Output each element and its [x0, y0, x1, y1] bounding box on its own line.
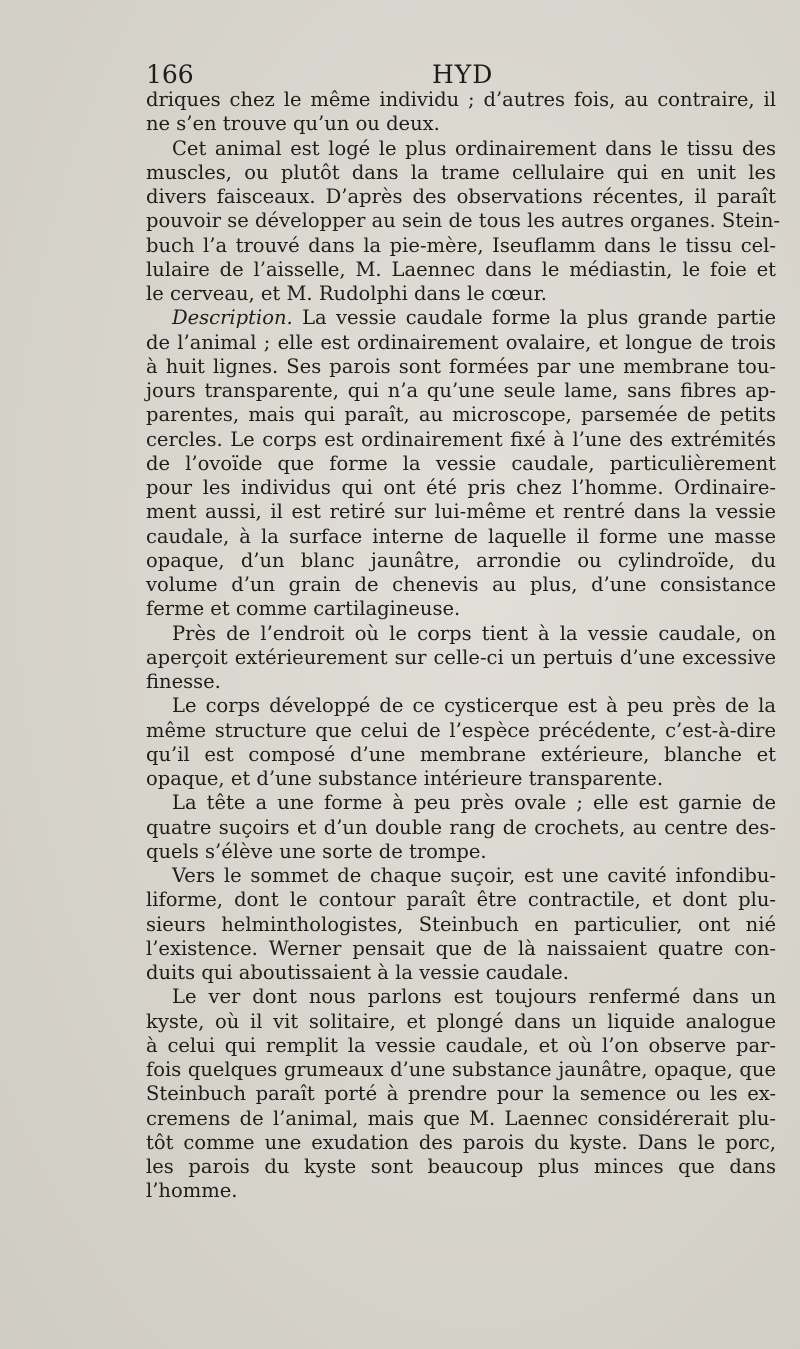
text-line: de l’animal ; elle est ordinairement ovalaire, et longue de trois: [146, 330, 776, 354]
text-line: Steinbuch paraît porté à prendre pour la semence ou les ex-: [146, 1082, 776, 1106]
text-line: jours transparente, qui n’a qu’une seule lame, sans fibres ap-: [146, 379, 776, 402]
text-line: l’homme.: [146, 1179, 238, 1203]
text-line: sieurs helminthologistes, Steinbuch en particulier, ont nié: [146, 912, 776, 936]
text-line: pouvoir se développer au sein de tous les autres organes. Stein-: [146, 209, 780, 233]
text-line: Cet animal est logé le plus ordinairement dans le tissu des: [172, 136, 776, 160]
text-line: ferme et comme cartilagineuse.: [146, 597, 461, 621]
running-head: HYD: [432, 60, 494, 89]
text-line: qu’il est composé d’une membrane extérieure, blanche et: [146, 742, 776, 766]
text-line: caudale, à la surface interne de laquelle il forme une masse: [146, 524, 776, 548]
text-line: parentes, mais qui paraît, au microscope, parsemée de petits: [146, 403, 776, 427]
text-line: Le corps développé de ce cysticerque est à peu près de la: [172, 694, 776, 718]
text-line: duits qui aboutissaient à la vessie caudale.: [146, 961, 569, 984]
text-line: finesse.: [146, 670, 221, 693]
text-line: à huit lignes. Ses parois sont formées par une membrane tou-: [146, 354, 776, 378]
text-line: opaque, et d’une substance intérieure transparente.: [146, 767, 664, 790]
text-line: divers faisceaux. D’après des observations récentes, il paraît: [146, 185, 776, 208]
page-number: 166: [146, 60, 194, 89]
text-line: liforme, dont le contour paraît être contractile, et dont plu-: [146, 888, 776, 912]
text-line: ment aussi, il est retiré sur lui-même et rentré dans la vessie: [146, 500, 776, 524]
text-line: driques chez le même individu ; d’autres fois, au contraire, il: [146, 88, 776, 111]
text-line: le cerveau, et M. Rudolphi dans le cœur.: [146, 282, 547, 305]
text-line: opaque, d’un blanc jaunâtre, arrondie ou cylindroïde, du: [146, 548, 776, 572]
text-line: lulaire de l’aisselle, M. Laennec dans le médiastin, le foie et: [146, 257, 776, 281]
text-line: quatre suçoirs et d’un double rang de crochets, au centre des-: [146, 815, 776, 839]
text-line: cremens de l’animal, mais que M. Laennec considérerait plu-: [146, 1106, 776, 1130]
page-header: [146, 58, 776, 92]
text-line: buch l’a trouvé dans la pie-mère, Iseuflamm dans le tissu cel-: [146, 233, 776, 257]
text-line: Vers le sommet de chaque suçoir, est une cavité infondibu-: [172, 864, 776, 887]
text-line: [146, 306, 776, 330]
section-heading: Description.: [172, 306, 293, 330]
text-line: quels s’élève une sorte de trompe.: [146, 839, 487, 863]
text-line: de l’ovoïde que forme la vessie caudale, particulièrement: [146, 451, 776, 475]
text-line: les parois du kyste sont beaucoup plus minces que dans: [146, 1155, 776, 1178]
text-line: fois quelques grumeaux d’une substance jaunâtre, opaque, que: [146, 1058, 776, 1081]
text-line: l’existence. Werner pensait que de là naissaient quatre con-: [146, 936, 776, 960]
text-line: cercles. Le corps est ordinairement fixé à l’une des extrémités: [146, 427, 776, 451]
text-line: tôt comme une exudation des parois du kyste. Dans le porc,: [146, 1130, 776, 1154]
body-text: [146, 88, 780, 1204]
text-line: Le ver dont nous parlons est toujours renfermé dans un: [172, 985, 776, 1009]
text-line: aperçoit extérieurement sur celle-ci un pertuis d’une excessive: [146, 645, 776, 669]
text-line: La tête a une forme à peu près ovale ; elle est garnie de: [172, 791, 776, 815]
text-line: pour les individus qui ont été pris chez l’homme. Ordinaire-: [146, 476, 776, 499]
text-line: muscles, ou plutôt dans la trame cellulaire qui en unit les: [146, 160, 776, 184]
text-line: à celui qui remplit la vessie caudale, et où l’on observe par-: [146, 1033, 776, 1057]
text-line: Près de l’endroit où le corps tient à la vessie caudale, on: [172, 621, 776, 645]
text-line: ne s’en trouve qu’un ou deux.: [146, 112, 440, 136]
text-line: volume d’un grain de chenevis au plus, d’une consistance: [146, 573, 776, 596]
line-text: La vessie caudale forme la plus grande partie: [292, 306, 776, 330]
text-line: kyste, où il vit solitaire, et plongé dans un liquide analogue: [146, 1009, 776, 1033]
text-line: même structure que celui de l’espèce précédente, c’est-à-dire: [146, 718, 776, 742]
